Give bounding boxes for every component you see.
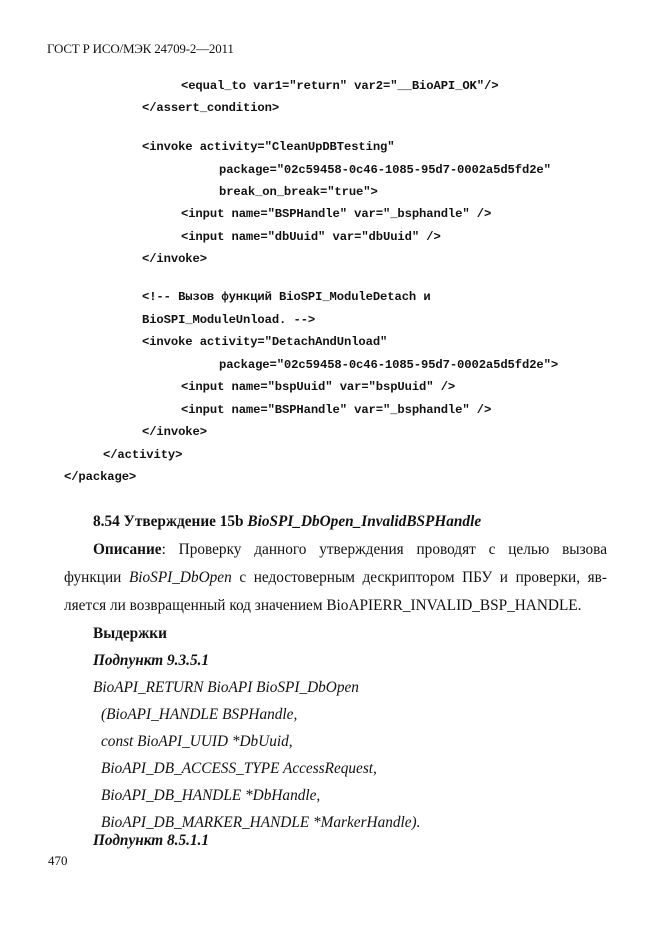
description-text: : Проверку данного утверждения проводят с целью вызова: [161, 541, 607, 558]
code-line: </invoke>: [142, 252, 207, 266]
signature-line: BioAPI_DB_HANDLE *DbHandle,: [101, 787, 321, 804]
code-comment: BioSPI_ModuleUnload. -->: [142, 313, 316, 327]
code-line: <input name="BSPHandle" var="_bsphandle" />: [181, 207, 492, 221]
code-line: package="02c59458-0c46-1085-95d7-0002a5d5fd2e": [219, 163, 551, 177]
description-text: с недостоверным дескриптором ПБУ и проверки, яв-: [231, 569, 607, 586]
description-line-2: [64, 569, 607, 587]
code-comment: <!-- Вызов функций BioSPI_ModuleDetach и: [142, 290, 431, 304]
description-label: Описание: [93, 541, 162, 558]
description-text: функции: [64, 569, 129, 586]
signature-line: BioAPI_DB_ACCESS_TYPE AccessRequest,: [101, 760, 377, 777]
code-line: <invoke activity="DetachAndUnload": [142, 335, 388, 349]
code-line: <input name="bspUuid" var="bspUuid" />: [181, 380, 456, 394]
subclause-heading: Подпункт 8.5.1.1: [93, 832, 210, 849]
section-heading: [93, 513, 481, 531]
code-line: </activity>: [103, 448, 183, 462]
document-header: ГОСТ Р ИСО/МЭК 24709-2—2011: [47, 41, 234, 56]
function-name: BioSPI_DbOpen: [128, 569, 232, 586]
signature-line: BioAPI_RETURN BioAPI BioSPI_DbOpen: [93, 679, 359, 696]
code-line: </invoke>: [142, 425, 207, 439]
code-line: </assert_condition>: [142, 101, 280, 115]
signature-line: BioAPI_DB_MARKER_HANDLE *MarkerHandle).: [101, 814, 421, 831]
subclause-heading: Подпункт 9.3.5.1: [93, 652, 210, 669]
code-line: break_on_break="true">: [219, 185, 378, 199]
code-line: package="02c59458-0c46-1085-95d7-0002a5d5fd2e">: [219, 358, 559, 372]
code-line: <equal_to var1="return" var2="__BioAPI_OK"/>: [181, 79, 499, 93]
signature-line: const BioAPI_UUID *DbUuid,: [101, 733, 293, 750]
code-line: </package>: [64, 470, 137, 484]
section-title-italic: BioSPI_DbOpen_InvalidBSPHandle: [247, 513, 482, 530]
page-number: 470: [48, 853, 68, 868]
section-number-title: 8.54 Утверждение 15b: [93, 513, 248, 530]
code-line: <input name="BSPHandle" var="_bsphandle" />: [181, 403, 492, 417]
signature-line: (BioAPI_HANDLE BSPHandle,: [101, 706, 298, 723]
code-line: <invoke activity="CleanUpDBTesting": [142, 140, 395, 154]
code-line: <input name="dbUuid" var="dbUuid" />: [181, 230, 441, 244]
excerpts-heading: Выдержки: [93, 625, 167, 642]
description-line-3: ляется ли возвращенный код значением BioAPIERR_INVALID_BSP_HANDLE.: [64, 597, 582, 614]
description-line-1: [93, 541, 607, 559]
